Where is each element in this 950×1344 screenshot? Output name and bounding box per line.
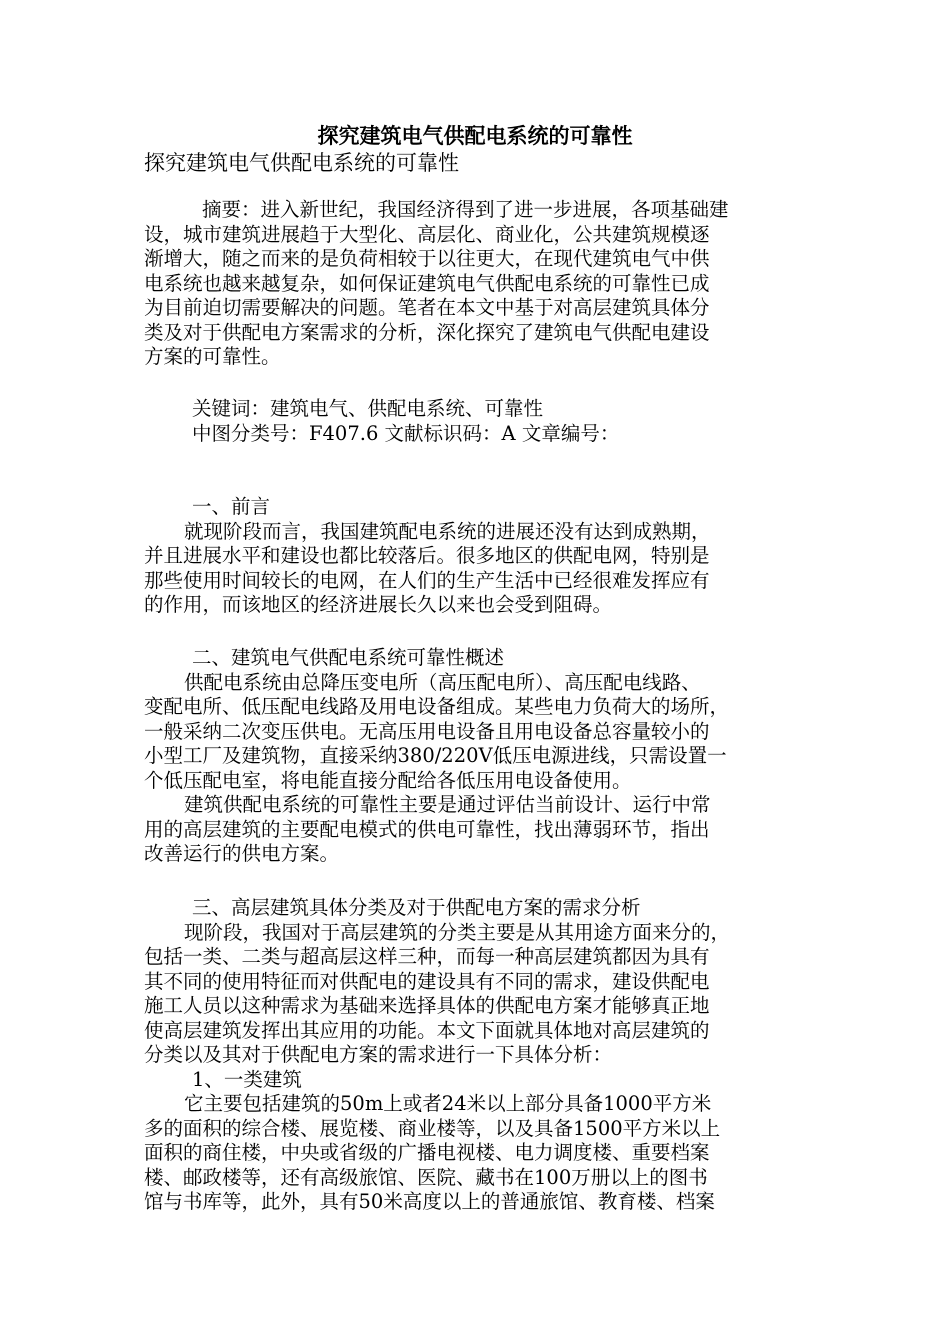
text-line: 并且进展水平和建设也都比较落后。很多地区的供配电网，特别是 [144,544,710,567]
keywords-block [144,397,816,446]
text-line: 包括一类、二类与超高层这样三种，而每一种高层建筑都因为具有 [144,945,710,968]
text-line: 一般采纳二次变压供电。无高压用电设备且用电设备总容量较小的 [144,719,710,743]
text-line: 个低压配电室，将电能直接分配给各低压用电设备使用。 [144,768,632,792]
text-line: 供配电系统由总降压变电所（高压配电所）、高压配电线路、 [184,670,701,694]
text-line: 其不同的使用特征而对供配电的建设具有不同的需求，建设供配电 [144,969,710,993]
text-line: 电系统也越来越复杂，如何保证建筑电气供配电系统的可靠性已成 [144,271,710,295]
text-line: 就现阶段而言，我国建筑配电系统的进展还没有达到成熟期， [184,519,711,543]
classification-line: 中图分类号：F407.6 文献标识码：A 文章编号： [192,421,620,445]
text-line: 的作用，而该地区的经济进展长久以来也会受到阻碍。 [144,593,613,616]
subsection-heading: 1、一类建筑 [192,1067,302,1091]
text-line: 施工人员以这种需求为基础来选择具体的供配电方案才能够真正地 [144,994,710,1017]
section-preface [144,495,816,618]
section-heading: 二、建筑电气供配电系统可靠性概述 [192,646,505,669]
text-line: 渐增大，随之而来的是负荷相较于以往更大，在现代建筑电气中供 [144,247,710,270]
text-line: 用的高层建筑的主要配电模式的供电可靠性，找出薄弱环节，指出 [144,817,710,841]
text-line: 使高层建筑发挥出其应用的功能。本文下面就具体地对高层建筑的 [144,1018,710,1042]
text-line: 为目前迫切需要解决的问题。笔者在本文中基于对高层建筑具体分 [144,296,710,319]
text-line: 分类以及其对于供配电方案的需求进行一下具体分析： [144,1043,613,1066]
text-line: 方案的可靠性。 [144,345,281,368]
keywords-line: 关键词：建筑电气、供配电系统、可靠性 [192,397,544,420]
text-line: 多的面积的综合楼、展览楼、商业楼等，以及具备1500平方米以上 [144,1116,721,1140]
document-title: 探究建筑电气供配电系统的可靠性 [317,123,633,148]
document-subtitle: 探究建筑电气供配电系统的可靠性 [144,151,459,175]
text-line: 那些使用时间较长的电网，在人们的生产生活中已经很难发挥应有 [144,568,710,592]
abstract-paragraph [144,198,816,370]
text-line: 变配电所、低压配电线路及用电设备组成。某些电力负荷大的场所， [144,695,730,718]
text-line: 类及对于供配电方案需求的分析，深化探究了建筑电气供配电建设 [144,320,710,344]
section-heading: 三、高层建筑具体分类及对于供配电方案的需求分析 [192,896,641,919]
section-heading: 一、前言 [192,495,271,518]
text-line: 楼、邮政楼等，还有高级旅馆、医院、藏书在100万册以上的图书 [144,1165,708,1189]
section-classification [144,896,816,1215]
text-line: 设，城市建筑进展趋于大型化、高层化、商业化，公共建筑规模逐 [144,222,710,246]
text-line: 摘要：进入新世纪，我国经济得到了进一步进展，各项基础建 [202,198,729,221]
text-line: 它主要包括建筑的50m上或者24米以上部分具备1000平方米 [184,1092,712,1115]
section-overview [144,646,816,867]
text-line: 建筑供配电系统的可靠性主要是通过评估当前设计、运行中常 [184,793,711,816]
text-line: 小型工厂及建筑物，直接采纳380/220V低压电源进线，只需设置一 [144,744,727,767]
text-line: 现阶段，我国对于高层建筑的分类主要是从其用途方面来分的， [184,920,731,944]
text-line: 改善运行的供电方案。 [144,842,340,865]
text-line: 面积的商住楼，中央或省级的广播电视楼、电力调度楼、重要档案 [144,1141,710,1164]
text-line: 馆与书库等，此外，具有50米高度以上的普通旅馆、教育楼、档案 [144,1190,715,1213]
